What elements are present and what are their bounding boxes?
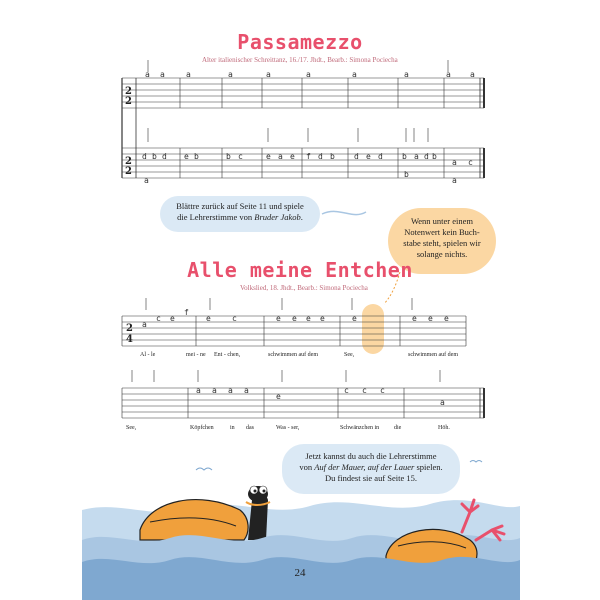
svg-text:c: c (232, 314, 237, 323)
svg-text:b: b (194, 152, 199, 161)
credit-passamezzo: Alter italienischer Schreittanz, 16./17. Jhdt., Bearb.: Simona Pociecha (202, 56, 398, 64)
svg-text:4: 4 (126, 334, 133, 345)
svg-text:e: e (306, 314, 311, 323)
svg-text:b: b (404, 170, 409, 179)
lyric: Schwänzchen in (340, 425, 380, 431)
svg-text:c: c (344, 386, 349, 395)
svg-text:e: e (276, 314, 281, 323)
svg-text:f: f (306, 152, 311, 161)
svg-text:a: a (160, 70, 165, 79)
lyric: Ent - chen, (214, 352, 241, 358)
svg-text:e: e (428, 314, 433, 323)
svg-text:e: e (352, 314, 357, 323)
svg-text:a: a (196, 386, 201, 395)
svg-text:d: d (424, 152, 429, 161)
svg-text:d: d (354, 152, 359, 161)
lyric: schwimmen auf dem (408, 352, 458, 358)
svg-text:a: a (144, 176, 149, 185)
page-number: 24 (294, 567, 306, 579)
lyric: Höh. (438, 425, 450, 431)
lyric: See, (344, 352, 355, 358)
lyric: in (230, 425, 235, 431)
hint-bubble-auf-der-mauer: Jetzt kannst du auch die Lehrerstimme von Auf der Mauer, auf der Lauer spielen. Du findest sie auf Seite 15. (282, 444, 460, 494)
svg-text:e: e (170, 314, 175, 323)
lyric: Köpfchen (190, 425, 214, 431)
svg-text:2: 2 (125, 166, 132, 177)
piece-title-alle-meine-entchen: Alle meine Entchen (187, 258, 413, 282)
svg-text:a: a (228, 70, 233, 79)
svg-text:c: c (156, 314, 161, 323)
svg-text:f: f (184, 308, 189, 317)
svg-text:e: e (184, 152, 189, 161)
svg-text:d: d (162, 152, 167, 161)
svg-text:a: a (452, 158, 457, 167)
lyric: Al - le (140, 352, 156, 358)
svg-text:b: b (152, 152, 157, 161)
svg-text:c: c (238, 152, 243, 161)
svg-text:d: d (142, 152, 147, 161)
svg-text:a: a (278, 152, 283, 161)
svg-text:a: a (186, 70, 191, 79)
piece-title-passamezzo: Passamezzo (237, 30, 363, 54)
svg-text:a: a (145, 70, 150, 79)
svg-text:d: d (378, 152, 383, 161)
svg-text:b: b (432, 152, 437, 161)
svg-text:e: e (444, 314, 449, 323)
lyric: das (246, 425, 254, 431)
svg-text:c: c (380, 386, 385, 395)
svg-text:e: e (290, 152, 295, 161)
svg-text:2: 2 (126, 323, 133, 334)
time-sig-bottom: 2 (125, 96, 132, 107)
lyric: schwimmen auf dem (268, 352, 318, 358)
svg-text:e: e (266, 152, 271, 161)
svg-text:a: a (446, 70, 451, 79)
svg-text:a: a (452, 176, 457, 185)
svg-text:a: a (212, 386, 217, 395)
svg-text:c: c (468, 158, 473, 167)
lyric: Was - ser, (276, 425, 300, 431)
svg-text:d: d (318, 152, 323, 161)
hint-bubble-bruder-jakob: Blättre zurück auf Seite 11 und spiele die Lehrerstimme von Bruder Jakob. (160, 196, 320, 232)
lyric: mei - ne (186, 352, 206, 358)
lyric: See, (126, 425, 137, 431)
svg-text:a: a (352, 70, 357, 79)
svg-text:2: 2 (125, 156, 132, 167)
svg-text:e: e (412, 314, 417, 323)
svg-text:a: a (306, 70, 311, 79)
svg-text:b: b (330, 152, 335, 161)
svg-text:b: b (402, 152, 407, 161)
svg-text:a: a (440, 398, 445, 407)
credit-entchen: Volkslied, 18. Jhdt., Bearb.: Simona Pociecha (240, 284, 368, 292)
svg-text:a: a (470, 70, 475, 79)
svg-text:c: c (362, 386, 367, 395)
svg-text:e: e (320, 314, 325, 323)
svg-text:a: a (142, 320, 147, 329)
hint-bubble-rest: Wenn unter einem Notenwert kein Buch- stabe steht, spielen wir solange nichts. (388, 208, 496, 274)
svg-text:a: a (244, 386, 249, 395)
svg-text:a: a (266, 70, 271, 79)
lyric: die (394, 425, 402, 431)
svg-text:a: a (414, 152, 419, 161)
svg-text:e: e (206, 314, 211, 323)
svg-text:b: b (226, 152, 231, 161)
svg-text:e: e (366, 152, 371, 161)
svg-text:a: a (404, 70, 409, 79)
svg-text:e: e (276, 392, 281, 401)
svg-text:a: a (228, 386, 233, 395)
svg-text:e: e (292, 314, 297, 323)
time-sig-top: 2 (125, 86, 132, 97)
